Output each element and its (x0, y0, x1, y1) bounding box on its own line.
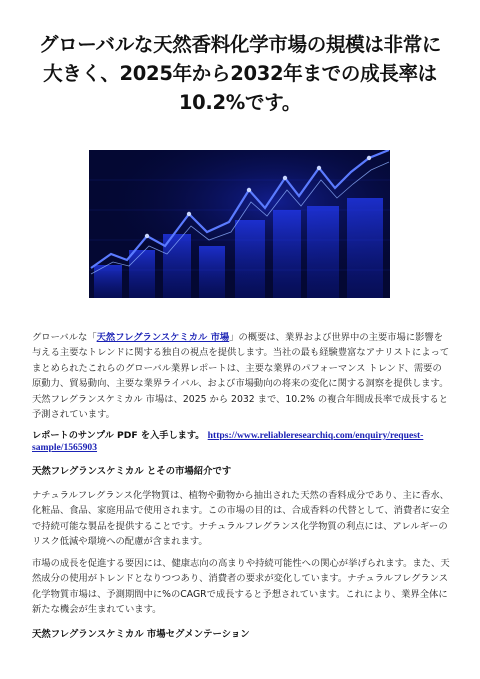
title-line-3: 10.2%です。 (178, 91, 302, 114)
sample-url-link[interactable]: https://www.reliableresearchiq.com/enquiry/request-sample/1565903 (32, 430, 424, 453)
market-link[interactable]: 天然フレグランスケミカル 市場 (96, 332, 230, 343)
page-title (24, 30, 456, 117)
sample-label: レポートのサンプル PDF を入手します。 (32, 430, 205, 441)
section-paragraph-1: ナチュラルフレグランス化学物質は、植物や動物から抽出された天然の香料成分であり、主に香水、化粧品、食品、家庭用品で使用されます。この市場の目的は、合成香料の代替として、消費者に安全で持続可能な製品を提供することです。ナチュラルフレグランス化学物質の利点には、アレルギーのリスク低減や環境への配慮が含まれます。 (32, 490, 450, 548)
intro-paragraph (32, 330, 450, 422)
intro-body: 」の概要は、業界および世界中の主要市場に影響を与える主要なトレンドに関する独自の視点を提供します。当社の最も経験豊富なアナリストによってまとめられたこれらのグローバル業界レポートは、主要な業界のパフォーマンス トレンド、需要の原動力、貿易動向、主要な業界ライバル、および市場動向の将来の変化に関する洞察を提供します。天然フレグランスケミカル 市場は、2025 から 2032 まで、10.2% の複合年間成長率で成長すると予測されています。 (32, 332, 450, 421)
intro-prefix: グローバルな「 (32, 332, 97, 343)
section-heading-intro: 天然フレグランスケミカル とその市場紹介です (32, 466, 232, 477)
title-line-2: 大きく、2025年から2032年までの成長率は (43, 62, 437, 85)
section-paragraph-2: 市場の成長を促進する要因には、健康志向の高まりや持続可能性への関心が挙げられます。また、天然成分の使用がトレンドとなりつつあり、消費者の要求が変化しています。ナチュラルフレグランス化学物質市場は、予測期間中に%のCAGRで成長すると予想されています。これにより、業界全体に新たな機会が生まれています。 (32, 558, 450, 616)
section-heading-segmentation: 天然フレグランスケミカル 市場セグメンテーション (32, 629, 250, 640)
hero-image (89, 150, 390, 298)
title-line-1: グローバルな天然香料化学市場の規模は非常に (38, 33, 442, 56)
hero-chart-graphic (89, 150, 390, 298)
sample-request (32, 430, 450, 454)
